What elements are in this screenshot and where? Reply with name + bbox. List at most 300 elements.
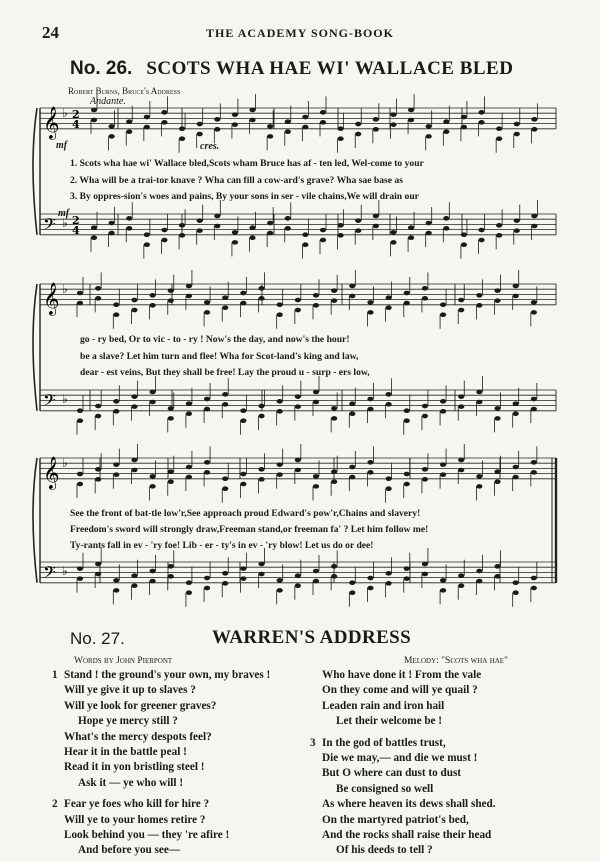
poem-line-text: Leaden rain and iron hail xyxy=(322,699,445,712)
note-head xyxy=(95,467,101,472)
note-head xyxy=(386,476,392,481)
note-head xyxy=(422,467,428,472)
treble-clef: 𝄞 xyxy=(43,455,60,489)
note-head xyxy=(422,414,428,419)
note-head xyxy=(496,223,502,228)
note-head xyxy=(426,231,432,236)
note-head xyxy=(386,581,392,586)
note-head xyxy=(496,136,502,141)
note-head xyxy=(440,399,446,404)
note-head xyxy=(461,232,467,237)
note-head xyxy=(150,579,156,584)
poem-line xyxy=(322,683,496,698)
poem-line-text: Who have done it ! From the vale xyxy=(322,669,482,681)
note-head xyxy=(338,233,344,238)
note-head xyxy=(277,462,283,467)
note-head xyxy=(91,225,97,230)
time-signature: 2 xyxy=(72,108,80,121)
note-head xyxy=(440,312,446,317)
note-head xyxy=(144,125,150,130)
note-head xyxy=(458,404,464,409)
note-head xyxy=(513,294,519,299)
poem-line xyxy=(322,751,496,766)
note-head xyxy=(131,298,137,303)
note-head xyxy=(150,474,156,479)
note-head xyxy=(320,110,326,115)
note-head xyxy=(214,214,220,219)
treble-clef: 𝄞 xyxy=(43,281,60,315)
note-head xyxy=(404,301,410,306)
lyric-line: be a slave? Let him turn and flee! Wha for Scot-land's king and law, xyxy=(80,351,359,362)
note-head xyxy=(386,571,392,576)
note-head xyxy=(204,310,210,315)
note-head xyxy=(422,562,428,567)
note-head xyxy=(513,465,519,470)
system-brace xyxy=(33,458,37,583)
note-head xyxy=(440,578,446,583)
note-head xyxy=(302,115,308,120)
note-head xyxy=(514,132,520,137)
note-head xyxy=(426,221,432,226)
note-head xyxy=(313,474,319,479)
note-head xyxy=(367,407,373,412)
note-head xyxy=(476,293,482,298)
song-27-number: No. 27. xyxy=(70,629,125,648)
note-head xyxy=(131,583,137,588)
note-head xyxy=(168,469,174,474)
note-head xyxy=(144,242,150,247)
note-head xyxy=(113,312,119,317)
song-27-words-credit: Words by John Pierpont xyxy=(74,656,173,666)
poem-column-left xyxy=(52,668,271,859)
note-head xyxy=(126,119,132,124)
note-head xyxy=(331,416,337,421)
note-head xyxy=(295,458,301,463)
song-26-title: SCOTS WHA HAE WI' WALLACE BLED xyxy=(146,58,514,79)
note-head xyxy=(331,574,337,579)
note-head xyxy=(95,404,101,409)
note-head xyxy=(496,126,502,131)
note-head xyxy=(514,228,520,233)
key-signature-flat: ♭ xyxy=(62,106,68,120)
note-head xyxy=(77,566,83,571)
note-head xyxy=(214,117,220,122)
note-head xyxy=(478,120,484,125)
note-head xyxy=(458,573,464,578)
note-head xyxy=(355,218,361,223)
note-head xyxy=(349,284,355,289)
note-head xyxy=(386,486,392,491)
note-head xyxy=(277,578,283,583)
poem-line xyxy=(64,683,270,698)
poem-line xyxy=(64,760,270,775)
poem-line xyxy=(322,797,496,812)
note-head xyxy=(222,392,228,397)
note-head xyxy=(222,571,228,576)
note-head xyxy=(277,472,283,477)
note-head xyxy=(161,228,167,233)
note-head xyxy=(458,468,464,473)
note-head xyxy=(513,590,519,595)
note-head xyxy=(131,573,137,578)
note-head xyxy=(258,467,264,472)
poem-line-text: But O where can dust to dust xyxy=(322,767,462,780)
note-head xyxy=(367,397,373,402)
note-head xyxy=(258,477,264,482)
poem-line-text: Stand ! the ground's your own, my braves ! xyxy=(64,669,271,681)
note-head xyxy=(373,224,379,229)
note-head xyxy=(126,216,132,221)
note-head xyxy=(126,226,132,231)
note-head xyxy=(222,476,228,481)
note-head xyxy=(249,108,255,113)
note-head xyxy=(440,409,446,414)
poem-column-right xyxy=(310,668,496,859)
note-head xyxy=(349,411,355,416)
note-head xyxy=(204,586,210,591)
note-head xyxy=(513,284,519,289)
note-head xyxy=(349,590,355,595)
note-head xyxy=(95,414,101,419)
note-head xyxy=(338,126,344,131)
poem-line-text: Hope ye mercy still ? xyxy=(78,715,178,728)
note-head xyxy=(222,486,228,491)
dynamic-mf-treble: mf xyxy=(56,140,68,151)
system-brace xyxy=(33,108,37,235)
note-head xyxy=(422,477,428,482)
verse-number: 1 xyxy=(52,669,58,681)
note-head xyxy=(161,110,167,115)
note-head xyxy=(476,579,482,584)
note-head xyxy=(277,409,283,414)
note-head xyxy=(179,223,185,228)
note-head xyxy=(313,390,319,395)
note-head xyxy=(179,136,185,141)
note-head xyxy=(458,458,464,463)
note-head xyxy=(240,566,246,571)
poem-line xyxy=(52,668,271,683)
note-head xyxy=(386,402,392,407)
note-head xyxy=(367,310,373,315)
note-head xyxy=(531,460,537,465)
poem-line xyxy=(52,797,270,812)
note-head xyxy=(302,242,308,247)
note-head xyxy=(77,301,83,306)
note-head xyxy=(408,118,414,123)
note-head xyxy=(426,124,432,129)
poem-line-text: Look behind you — they 're afire ! xyxy=(64,829,230,842)
note-head xyxy=(285,129,291,134)
poem-line xyxy=(322,813,496,828)
note-head xyxy=(390,230,396,235)
note-head xyxy=(197,132,203,137)
note-head xyxy=(285,226,291,231)
note-head xyxy=(186,284,192,289)
note-head xyxy=(295,573,301,578)
note-head xyxy=(331,288,337,293)
note-head xyxy=(109,221,115,226)
note-head xyxy=(404,291,410,296)
note-head xyxy=(144,115,150,120)
tempo-marking: Andante. xyxy=(90,96,126,107)
note-head xyxy=(476,474,482,479)
poem-line xyxy=(64,776,270,791)
note-head xyxy=(150,484,156,489)
note-head xyxy=(426,134,432,139)
note-head xyxy=(302,232,308,237)
note-head xyxy=(77,472,83,477)
note-head xyxy=(404,482,410,487)
note-head xyxy=(295,404,301,409)
poem-line-text: Of his deeds to tell ? xyxy=(336,844,433,857)
note-head xyxy=(531,470,537,475)
note-head xyxy=(186,401,192,406)
note-head xyxy=(267,134,273,139)
note-head xyxy=(131,308,137,313)
note-head xyxy=(222,581,228,586)
note-head xyxy=(390,122,396,127)
note-head xyxy=(531,407,537,412)
note-head xyxy=(494,564,500,569)
note-head xyxy=(386,295,392,300)
note-head xyxy=(113,472,119,477)
note-head xyxy=(277,302,283,307)
lyric-line: 3. By oppres-sion's woes and pains, By your sons in ser - vile chains,We will drain our xyxy=(70,191,419,202)
time-signature: 4 xyxy=(72,118,80,131)
note-head xyxy=(240,472,246,477)
note-head xyxy=(461,125,467,130)
note-head xyxy=(109,134,115,139)
poem-line-text: And before you see— xyxy=(78,844,181,857)
note-head xyxy=(331,469,337,474)
note-head xyxy=(349,401,355,406)
note-head xyxy=(186,580,192,585)
note-head xyxy=(168,406,174,411)
note-head xyxy=(302,125,308,130)
note-head xyxy=(240,482,246,487)
note-head xyxy=(461,115,467,120)
note-head xyxy=(404,566,410,571)
lyric-line: Ty-rants fall in ev - 'ry foe! Lib - er - ty's in ev - 'ry blow! Let us do or dee! xyxy=(70,540,374,551)
poem-line-text: In the god of battles trust, xyxy=(322,736,446,749)
note-head xyxy=(531,310,537,315)
note-head xyxy=(77,482,83,487)
note-head xyxy=(295,394,301,399)
key-signature-flat: ♭ xyxy=(62,282,68,296)
note-head xyxy=(150,569,156,574)
note-head xyxy=(331,479,337,484)
note-head xyxy=(150,303,156,308)
note-head xyxy=(258,562,264,567)
note-head xyxy=(443,226,449,231)
note-head xyxy=(478,228,484,233)
note-head xyxy=(186,475,192,480)
poem-line-text: Hear it in the battle peal ! xyxy=(64,746,187,759)
note-head xyxy=(179,126,185,131)
note-head xyxy=(179,233,185,238)
note-head xyxy=(458,583,464,588)
bass-clef: 𝄢 xyxy=(43,213,56,238)
lyric-line: dear - est veins, But they shall be free! Lay the proud u - surp - ers low, xyxy=(80,367,370,378)
note-head xyxy=(513,401,519,406)
note-head xyxy=(355,228,361,233)
page-number: 24 xyxy=(42,23,59,42)
poem-line xyxy=(64,714,270,729)
time-signature: 4 xyxy=(72,224,80,237)
poem-line-text: Let their welcome be ! xyxy=(336,715,443,728)
lyric-line: go - ry bed, Or to vic - to - ry ! Now's the day, and now's the hour! xyxy=(80,334,350,345)
note-head xyxy=(258,296,264,301)
note-head xyxy=(295,583,301,588)
poem-line-text: On they come and will ye quail ? xyxy=(322,684,478,697)
poem-line xyxy=(322,668,496,683)
note-head xyxy=(494,288,500,293)
note-head xyxy=(313,400,319,405)
poem-line xyxy=(64,699,270,714)
note-head xyxy=(476,400,482,405)
note-head xyxy=(168,416,174,421)
note-head xyxy=(440,472,446,477)
note-head xyxy=(113,588,119,593)
lyric-line: 1. Scots wha hae wi' Wallace bled,Scots wham Bruce has af - ten led, Wel-come to your xyxy=(70,158,424,169)
note-head xyxy=(313,303,319,308)
note-head xyxy=(313,293,319,298)
poem-line-text: Will ye give it up to slaves ? xyxy=(64,684,196,697)
note-head xyxy=(422,286,428,291)
note-head xyxy=(150,293,156,298)
note-head xyxy=(222,295,228,300)
poem-line xyxy=(322,828,496,843)
note-head xyxy=(161,120,167,125)
note-head xyxy=(91,108,97,113)
note-head xyxy=(249,235,255,240)
song-26-number: No. 26. xyxy=(70,58,133,79)
note-head xyxy=(476,569,482,574)
note-head xyxy=(267,221,273,226)
lyric-line: 2. Wha will be a trai-tor knave ? Wha can fill a cow-ard's grave? Wha sae base as xyxy=(70,175,403,186)
note-head xyxy=(367,460,373,465)
note-head xyxy=(277,312,283,317)
poem-line xyxy=(322,766,496,781)
note-head xyxy=(367,576,373,581)
poem-line xyxy=(64,745,270,760)
note-head xyxy=(349,465,355,470)
note-head xyxy=(77,576,83,581)
note-head xyxy=(295,468,301,473)
note-head xyxy=(77,418,83,423)
note-head xyxy=(204,576,210,581)
running-head: THE ACADEMY SONG-BOOK xyxy=(206,26,394,40)
note-head xyxy=(458,394,464,399)
note-head xyxy=(249,118,255,123)
bass-clef: 𝄢 xyxy=(43,561,56,586)
note-head xyxy=(295,308,301,313)
note-head xyxy=(443,119,449,124)
poem-line-text: Ask it — ye who will ! xyxy=(78,776,184,789)
note-head xyxy=(514,122,520,127)
poem-line xyxy=(64,828,270,843)
note-head xyxy=(113,462,119,467)
note-head xyxy=(95,286,101,291)
note-head xyxy=(258,286,264,291)
lyric-line: See the front of bat-tle low'r,See approach proud Edward's pow'r,Chains and slavery! xyxy=(70,508,421,519)
note-head xyxy=(285,216,291,221)
note-head xyxy=(131,404,137,409)
note-head xyxy=(494,574,500,579)
note-head xyxy=(531,127,537,132)
note-head xyxy=(131,458,137,463)
note-head xyxy=(113,409,119,414)
key-signature-flat: ♭ xyxy=(62,564,68,578)
note-head xyxy=(249,225,255,230)
note-head xyxy=(531,224,537,229)
note-head xyxy=(440,588,446,593)
note-head xyxy=(109,231,115,236)
note-head xyxy=(161,238,167,243)
note-head xyxy=(267,124,273,129)
poem-line xyxy=(64,843,270,858)
song-27-title: WARREN'S ADDRESS xyxy=(212,627,412,648)
poem-line xyxy=(322,843,496,858)
note-head xyxy=(313,579,319,584)
time-signature: 2 xyxy=(72,214,80,227)
note-head xyxy=(214,224,220,229)
note-head xyxy=(440,302,446,307)
note-head xyxy=(113,578,119,583)
note-head xyxy=(258,414,264,419)
note-head xyxy=(440,462,446,467)
note-head xyxy=(232,122,238,127)
note-head xyxy=(373,117,379,122)
note-head xyxy=(422,572,428,577)
note-head xyxy=(186,294,192,299)
note-head xyxy=(144,232,150,237)
note-head xyxy=(373,214,379,219)
note-head xyxy=(258,572,264,577)
note-head xyxy=(513,411,519,416)
note-head xyxy=(295,298,301,303)
note-head xyxy=(349,580,355,585)
key-signature-flat: ♭ xyxy=(62,392,68,406)
poem-line-text: Be consigned so well xyxy=(336,782,434,795)
song-27-melody-credit: Melody: "Scots wha hae" xyxy=(404,656,508,666)
note-head xyxy=(95,477,101,482)
note-head xyxy=(367,586,373,591)
note-head xyxy=(494,469,500,474)
poem-line-text: And the rocks shall raise their head xyxy=(322,829,492,842)
note-head xyxy=(204,470,210,475)
note-head xyxy=(320,238,326,243)
poem-line-text: What's the mercy despots feel? xyxy=(64,730,212,743)
note-head xyxy=(390,240,396,245)
note-head xyxy=(126,129,132,134)
key-signature-flat: ♭ xyxy=(62,216,68,230)
note-head xyxy=(313,484,319,489)
poem-line-text: As where heaven its dews shall shed. xyxy=(322,798,496,811)
note-head xyxy=(204,407,210,412)
note-head xyxy=(338,223,344,228)
note-head xyxy=(478,238,484,243)
note-head xyxy=(373,127,379,132)
note-head xyxy=(77,408,83,413)
note-head xyxy=(168,479,174,484)
note-head xyxy=(168,288,174,293)
note-head xyxy=(458,308,464,313)
note-head xyxy=(478,110,484,115)
note-head xyxy=(331,564,337,569)
note-head xyxy=(513,580,519,585)
note-head xyxy=(186,590,192,595)
